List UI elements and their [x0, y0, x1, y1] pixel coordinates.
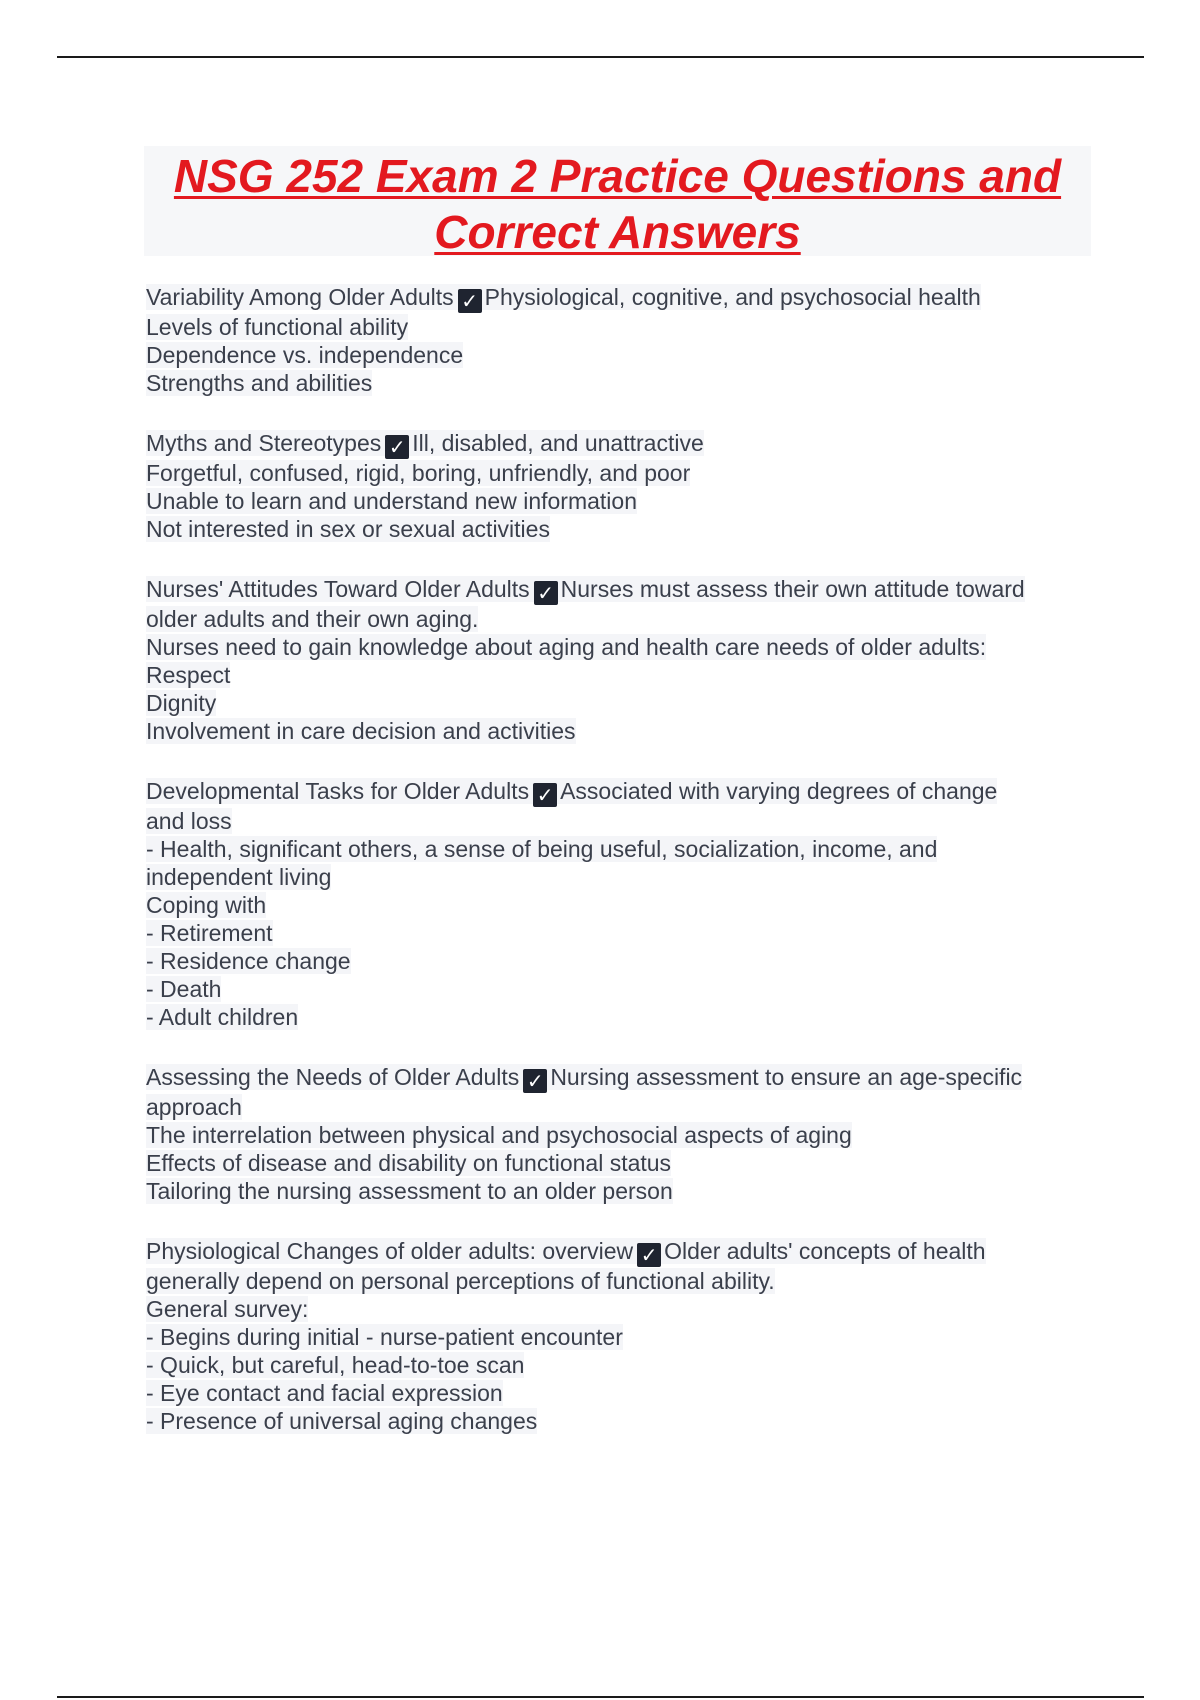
answer-line-text: and loss: [146, 808, 232, 834]
answer-line: [146, 1407, 1096, 1435]
qa-item: [146, 1237, 1096, 1435]
qa-item: [146, 575, 1096, 745]
answer-line: [146, 1121, 1096, 1149]
answer-line-text: Forgetful, confused, rigid, boring, unfriendly, and poor: [146, 460, 691, 486]
question-term: Developmental Tasks for Older Adults: [146, 778, 530, 804]
top-rule: [57, 56, 1144, 58]
answer-line-text: Levels of functional ability: [146, 314, 409, 340]
qa-first-line: [146, 1237, 1096, 1267]
answer-line-text: approach: [146, 1094, 242, 1120]
answer-text: Associated with varying degrees of change: [560, 778, 998, 804]
answer-line-text: - Health, significant others, a sense of being useful, socialization, income, and: [146, 836, 938, 862]
answer-line: [146, 661, 1096, 689]
check-box-icon: ✓: [523, 1069, 547, 1093]
answer-line: [146, 1267, 1096, 1295]
answer-text: Nursing assessment to ensure an age-specific: [550, 1064, 1023, 1090]
answer-line: [146, 313, 1096, 341]
answer-line: [146, 1093, 1096, 1121]
answer-line-text: Not interested in sex or sexual activities: [146, 516, 550, 542]
answer-line: [146, 891, 1096, 919]
qa-item: [146, 1063, 1096, 1205]
answer-line-text: Nurses need to gain knowledge about aging and health care needs of older adults:: [146, 634, 987, 660]
answer-line: [146, 1177, 1096, 1205]
qa-first-line: [146, 1063, 1096, 1093]
answer-line-text: - Begins during initial - nurse-patient encounter: [146, 1324, 623, 1350]
check-box-icon: ✓: [637, 1243, 661, 1267]
answer-line: [146, 807, 1096, 835]
answer-line: [146, 605, 1096, 633]
answer-line-text: - Residence change: [146, 948, 351, 974]
title-box: [144, 146, 1091, 256]
qa-item: [146, 429, 1096, 543]
question-term: Myths and Stereotypes: [146, 430, 382, 456]
answer-line: [146, 1295, 1096, 1323]
check-box-icon: ✓: [458, 289, 482, 313]
answer-line: [146, 1323, 1096, 1351]
answer-line: [146, 919, 1096, 947]
qa-first-line: [146, 429, 1096, 459]
answer-line: [146, 863, 1096, 891]
question-term: Variability Among Older Adults: [146, 284, 454, 310]
answer-line-text: Coping with: [146, 892, 267, 918]
question-term: Nurses' Attitudes Toward Older Adults: [146, 576, 530, 602]
answer-line-text: Tailoring the nursing assessment to an older person: [146, 1178, 673, 1204]
document-title: NSG 252 Exam 2 Practice Questions and Correct Answers: [173, 150, 1062, 258]
qa-first-line-text: [146, 430, 704, 459]
answer-line-text: independent living: [146, 864, 332, 890]
question-term: Assessing the Needs of Older Adults: [146, 1064, 520, 1090]
answer-line-text: Effects of disease and disability on functional status: [146, 1150, 672, 1176]
bottom-rule: [57, 1696, 1144, 1698]
answer-line-text: - Retirement: [146, 920, 273, 946]
answer-line: [146, 835, 1096, 863]
qa-first-line: [146, 575, 1096, 605]
qa-list: [146, 283, 1096, 1467]
answer-line: [146, 947, 1096, 975]
check-box-icon: ✓: [533, 783, 557, 807]
qa-first-line-text: [146, 576, 1025, 605]
answer-line-text: - Quick, but careful, head-to-toe scan: [146, 1352, 525, 1378]
answer-text: Nurses must assess their own attitude toward: [560, 576, 1025, 602]
answer-line: [146, 1003, 1096, 1031]
check-box-icon: ✓: [385, 435, 409, 459]
answer-line-text: Unable to learn and understand new information: [146, 488, 637, 514]
answer-line-text: Respect: [146, 662, 231, 688]
answer-text: Physiological, cognitive, and psychosocial health: [484, 284, 981, 310]
qa-item: [146, 777, 1096, 1031]
answer-line: [146, 1149, 1096, 1177]
qa-first-line: [146, 777, 1096, 807]
check-box-icon: ✓: [534, 581, 558, 605]
qa-item: [146, 283, 1096, 397]
answer-line: [146, 341, 1096, 369]
qa-first-line: [146, 283, 1096, 313]
answer-line-text: General survey:: [146, 1296, 309, 1322]
answer-line-text: generally depend on personal perceptions of functional ability.: [146, 1268, 775, 1294]
answer-line-text: older adults and their own aging.: [146, 606, 479, 632]
qa-first-line-text: [146, 1064, 1023, 1093]
answer-line-text: - Adult children: [146, 1004, 299, 1030]
qa-first-line-text: [146, 1238, 986, 1267]
answer-line-text: - Eye contact and facial expression: [146, 1380, 503, 1406]
answer-line-text: - Presence of universal aging changes: [146, 1408, 538, 1434]
answer-line-text: - Death: [146, 976, 222, 1002]
answer-line: [146, 717, 1096, 745]
question-term: Physiological Changes of older adults: overview: [146, 1238, 634, 1264]
answer-line: [146, 1379, 1096, 1407]
qa-first-line-text: [146, 284, 981, 313]
qa-first-line-text: [146, 778, 998, 807]
answer-line-text: Strengths and abilities: [146, 370, 373, 396]
answer-line-text: Dignity: [146, 690, 217, 716]
answer-text: Older adults' concepts of health: [664, 1238, 986, 1264]
answer-text: Ill, disabled, and unattractive: [412, 430, 704, 456]
answer-line: [146, 369, 1096, 397]
answer-line-text: Dependence vs. independence: [146, 342, 464, 368]
answer-line: [146, 459, 1096, 487]
answer-line: [146, 689, 1096, 717]
answer-line-text: The interrelation between physical and psychosocial aspects of aging: [146, 1122, 852, 1148]
answer-line: [146, 633, 1096, 661]
answer-line: [146, 487, 1096, 515]
answer-line-text: Involvement in care decision and activities: [146, 718, 576, 744]
answer-line: [146, 1351, 1096, 1379]
answer-line: [146, 975, 1096, 1003]
answer-line: [146, 515, 1096, 543]
